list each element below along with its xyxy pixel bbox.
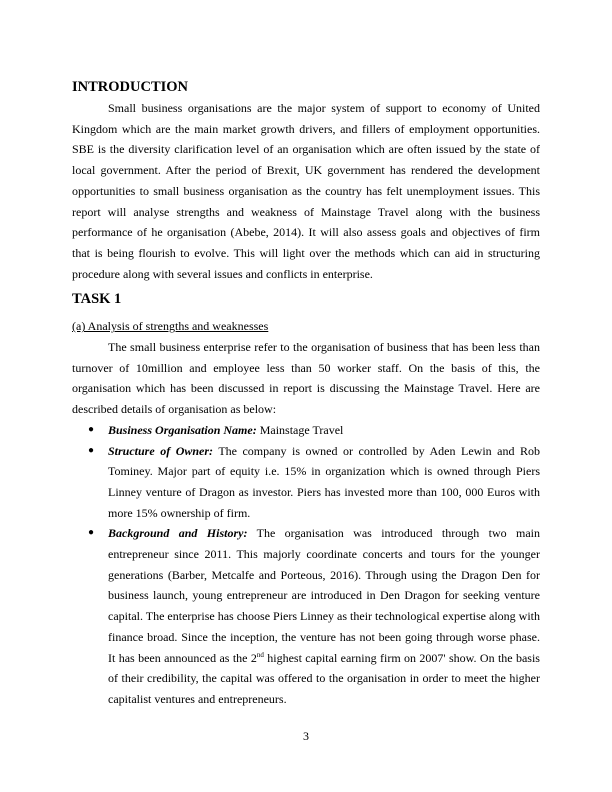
list-item-label: Background and History:: [108, 526, 248, 541]
list-item-owner-structure: [72, 441, 540, 524]
list-item-background-history: [72, 523, 540, 709]
list-item-text-continued: highest capital earning firm on 2007' show. On the basis of their credibility, the capital was offered to the organisation in order to meet the higher capitalist ventures and entrepreneurs.: [108, 650, 540, 706]
task-1-heading: TASK 1: [72, 291, 122, 308]
list-item-text: The organisation was introduced through two main entrepreneur since 2011. This majorly coordinate concerts and tours for the younger generations (Barber, Metcalfe and Porteous, 2016). Through using the Dragon Den for business launch, young entrepreneur are introduced in Den Dragon for seeking venture capital. The enterprise has choose Piers Linney as their technological expertise along with finance broad. Since the inception, the venture has not been going through worse phase. It has been announced as the 2: [108, 526, 540, 665]
introduction-heading: INTRODUCTION: [72, 79, 189, 95]
list-item-label: Business Organisation Name:: [108, 422, 257, 437]
bullet-icon: ●: [88, 444, 95, 456]
strengths-weaknesses-subheading: (a) Analysis of strengths and weaknesses: [72, 319, 269, 334]
task-1-paragraph: The small business enterprise refer to the organisation of business that has been less than turnover of 10million and employee less than 50 worker staff. On the basis of this, the organisation which has been discussed in report is discussing the Mainstage Travel. Here are described details of organisation as below:: [72, 340, 540, 417]
list-item-text: The company is owned or controlled by Aden Lewin and Rob Tominey. Major part of equity i.e. 15% in organization which is owned through Piers Linney venture of Dragon as investor. Piers has invested more than 100, 000 Euros with more 15% ownership of firm.: [108, 443, 540, 520]
bullet-icon: ●: [88, 423, 95, 435]
ordinal-superscript: nd: [256, 650, 264, 659]
list-item-text: Mainstage Travel: [256, 422, 344, 437]
organisation-details-list: [72, 420, 540, 710]
document-page: [72, 78, 540, 710]
page-number: 3: [303, 729, 309, 743]
introduction-paragraph: Small business organisations are the major system of support to economy of United Kingdom which are the main market growth drivers, and fillers of employment opportunities. SBE is the diversity clarification level of an organisation which are often issued by the state of local government. After the period of Brexit, UK government has rendered the development opportunities to small business organisation as the country has felt unemployment issues. This report will analyse strengths and weakness of Mainstage Travel along with the business performance of he organisation (Abebe, 2014). It will also assess goals and objectives of firm that is being flourish to evolve. This will light over the methods which can aid in structuring procedure along with several issues and conflicts in enterprise.: [72, 101, 540, 281]
list-item-business-name: [72, 420, 540, 441]
bullet-icon: ●: [88, 527, 95, 539]
list-item-label: Structure of Owner:: [108, 443, 214, 458]
